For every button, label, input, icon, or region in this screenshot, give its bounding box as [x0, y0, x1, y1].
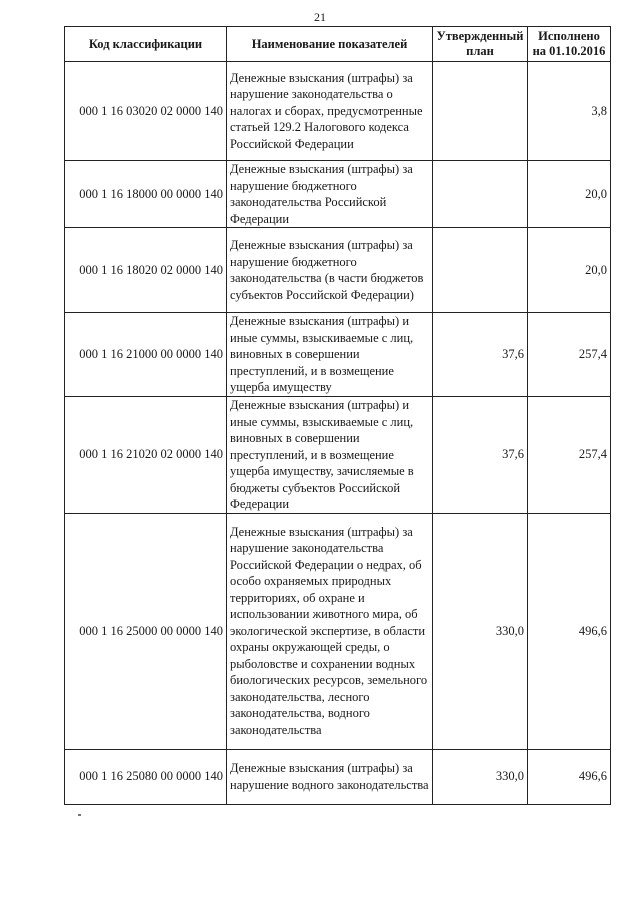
cell-name: Денежные взыскания (штрафы) за нарушение бюджетного законодательства Российской Федерации [227, 161, 433, 228]
header-plan: Утвержденный план [433, 27, 528, 62]
table-header-row [65, 27, 611, 62]
table-row [65, 397, 611, 514]
cell-code: 000 1 16 21000 00 0000 140 [65, 313, 227, 397]
cell-plan: 330,0 [433, 513, 528, 749]
cell-name: Денежные взыскания (штрафы) за нарушение водного законодательства [227, 749, 433, 804]
header-code: Код классификации [65, 27, 227, 62]
header-name: Наименование показателей [227, 27, 433, 62]
cell-done: 496,6 [528, 749, 611, 804]
cell-name: Денежные взыскания (штрафы) за нарушение законодательства о налогах и сборах, предусмотренные статьей 129.2 Налогового кодекса Российской Федерации [227, 62, 433, 161]
cell-code: 000 1 16 18000 00 0000 140 [65, 161, 227, 228]
cell-done: 496,6 [528, 513, 611, 749]
table-row [65, 749, 611, 804]
cell-code: 000 1 16 18020 02 0000 140 [65, 228, 227, 313]
table-row [65, 161, 611, 228]
cell-done: 3,8 [528, 62, 611, 161]
cell-name: Денежные взыскания (штрафы) за нарушение законодательства Российской Федерации о недрах, об особо охраняемых природных территориях, об охране и использовании животного мира, об экологической экспертизе, в области охраны окружающей среды, о рыболовстве и сохранении водных биологических ресурсов, земельного законодательства, лесного законодательства, водного законодательства [227, 513, 433, 749]
page-number: 21 [314, 10, 326, 24]
cell-name: Денежные взыскания (штрафы) за нарушение бюджетного законодательства (в части бюджетов субъектов Российской Федерации) [227, 228, 433, 313]
cell-done: 20,0 [528, 228, 611, 313]
cell-done: 257,4 [528, 397, 611, 514]
cell-name: Денежные взыскания (штрафы) и иные суммы, взыскиваемые с лиц, виновных в совершении преступлений, и в возмещение ущерба имуществу, зачисляемые в бюджеты субъектов Российской Федерации [227, 397, 433, 514]
table-row [65, 313, 611, 397]
cell-done: 20,0 [528, 161, 611, 228]
cell-code: 000 1 16 21020 02 0000 140 [65, 397, 227, 514]
scan-speck [78, 814, 81, 816]
cell-code: 000 1 16 03020 02 0000 140 [65, 62, 227, 161]
cell-plan [433, 161, 528, 228]
table-row [65, 513, 611, 749]
cell-plan [433, 62, 528, 161]
cell-plan: 330,0 [433, 749, 528, 804]
table-row [65, 228, 611, 313]
cell-plan: 37,6 [433, 397, 528, 514]
cell-plan: 37,6 [433, 313, 528, 397]
table-row [65, 62, 611, 161]
cell-code: 000 1 16 25080 00 0000 140 [65, 749, 227, 804]
header-done: Исполнено на 01.10.2016 [528, 27, 611, 62]
cell-done: 257,4 [528, 313, 611, 397]
classification-table [64, 26, 611, 805]
cell-code: 000 1 16 25000 00 0000 140 [65, 513, 227, 749]
cell-plan [433, 228, 528, 313]
cell-name: Денежные взыскания (штрафы) и иные суммы, взыскиваемые с лиц, виновных в совершении преступлений, и в возмещение ущерба имуществу [227, 313, 433, 397]
